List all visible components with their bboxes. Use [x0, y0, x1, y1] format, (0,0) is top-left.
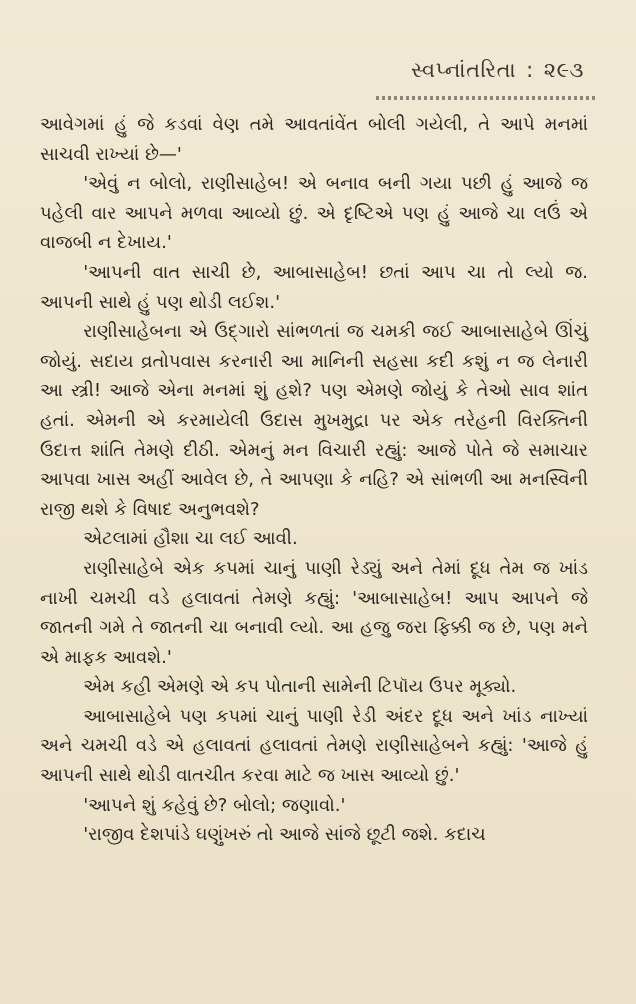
page-number: ૨૯૩: [543, 58, 584, 82]
body-text: [40, 110, 588, 850]
paragraph: એમ કહી એમણે એ કપ પોતાની સામેની ટિપૉય ઉપર મૂક્યો.: [83, 676, 517, 698]
paragraph: 'રાજીવ દેશપાંડે ઘણુંખરું તો આજે સાંજે છૂટી જશે. કદાચ: [83, 824, 486, 846]
header-underline: [376, 96, 598, 100]
paragraph: આબાસાહેબે પણ કપમાં ચાનું પાણી રેડી અંદર દૂધ અને ખાંડ નાખ્યાં અને ચમચી વડે એ હલાવતાં હલાવતાં તેમણે રાણીસાહેબને કહ્યું: 'આજે હું આપની સાથે થોડી વાતચીત કરવા માટે જ ખાસ આવ્યો છું.': [40, 705, 588, 787]
header-separator: :: [526, 58, 534, 82]
running-header: [411, 58, 584, 83]
paragraph: આવેગમાં હું જે કડવાં વેણ તમે આવતાંવેંત બોલી ગયેલી, તે આપે મનમાં સાચવી રાખ્યાં છે—': [40, 114, 588, 165]
paragraph: રાણીસાહેબે એક કપમાં ચાનું પાણી રેડ્યું અને તેમાં દૂધ તેમ જ ખાંડ નાખી ચમચી વડે હલાવતાં તેમણે કહ્યું: 'આબાસાહેબ! આપ આપને જે જાતની ગમે તે જાતની ચા બનાવી લ્યો. આ હજુ જરા ફિક્કી જ છે, પણ મને એ માફક આવશે.': [40, 557, 588, 668]
paragraph: 'આપને શું કહેવું છે? બોલો; જણાવો.': [83, 794, 346, 816]
paragraph: એટલામાં હૌશા ચા લઈ આવી.: [83, 528, 298, 550]
paragraph: 'આપની વાત સાચી છે, આબાસાહેબ! છતાં આપ ચા તો લ્યો જ. આપની સાથે હું પણ થોડી લઈશ.': [40, 261, 588, 313]
book-title: સ્વપ્નાંતરિતા: [411, 58, 517, 82]
paragraph: 'એવું ન બોલો, રાણીસાહેબ! એ બનાવ બની ગયા પછી હું આજે જ પહેલી વાર આપને મળવા આવ્યો છું. એ દૃષ્ટિએ પણ હું આજે ચા લઉં એ વાજબી ન દેખાય.': [40, 173, 588, 254]
paragraph: રાણીસાહેબના એ ઉદ્ગારો સાંભળતાં જ ચમકી જઈ આબાસાહેબે ઊંચું જોયું. સદાય વ્રતોપવાસ કરનારી આ માનિની સહસા કદી કશું ન જ લેનારી આ સ્ત્રી! આજે એના મનમાં શું હશે? પણ એમણે જોયું કે તેઓ સાવ શાંત હતાં. એમની એ કરમાયેલી ઉદાસ મુખમુદ્રા પર એક તરેહની વિરક્તિની ઉદાત્ત શાંતિ તેમણે દીઠી. એમનું મન વિચારી રહ્યું: આજે પોતે જે સમાચાર આપવા ખાસ અહીં આવેલ છે, તે આપણા કે નહિ? એ સાંભળી આ મનસ્વિની રાજી થશે કે વિષાદ અનુભવશે?: [40, 321, 588, 520]
